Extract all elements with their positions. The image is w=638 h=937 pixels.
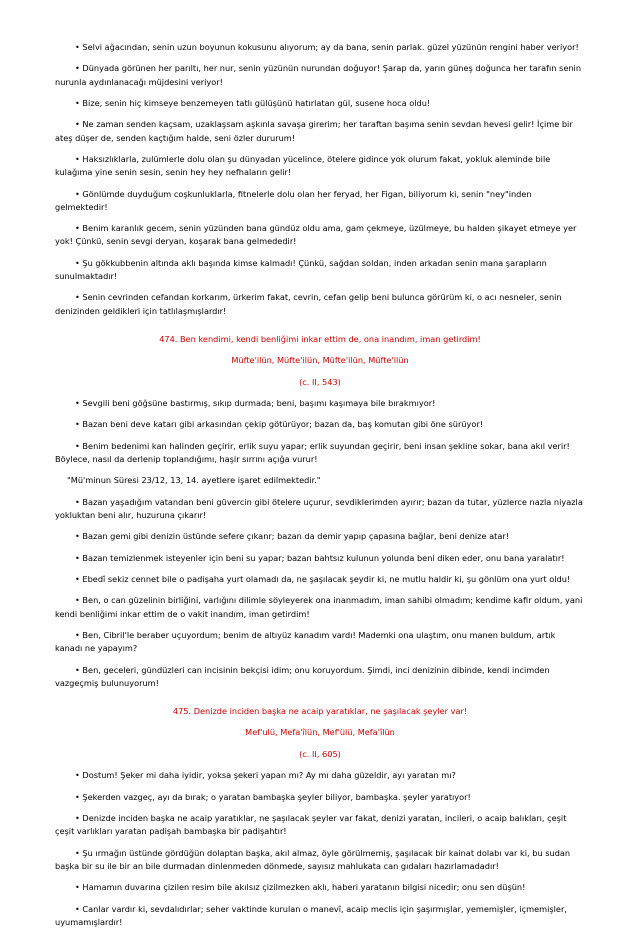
footnote-paragraph: "Mü'minun Süresi 23/12, 13, 14. ayetlere işaret edilmektedir." [67, 475, 321, 486]
verse-paragraph: • Denizde inciden başka ne acaip yaratıklar, ne şaşılacak şeyler var fakat, denizi yaratan, incileri, o acaip balıkları, çeşit çeşit varlıkları yaratan padişah bambaşka bir padişahtır! [55, 813, 567, 837]
verse-paragraph: • Benim bedenimi kan halinden geçirir, erlik suyu yapar; erlik suyundan geçirir, beni insan şekline sokar, bana akıl verir! Böylece, nasıl da derlenip toplandığımı, haşir sırrını açığa vurur! [55, 440, 570, 464]
poem-reference: (c. II, 605) [299, 748, 341, 759]
verse-paragraph: • Haksızlıklarla, zulümlerle dolu olan şu dünyadan yücelince, ötelere gidince yok olurum fakat, yokluk aleminde bile kulağıma yine senin sesin, senin hey hey nefhaların gelir! [55, 153, 551, 178]
verse-paragraph: • Dostum! Şeker mi daha iyidir, yoksa şekeri yapan mı? Ay mı daha güzeldir, ayı yaratan mı? [75, 770, 456, 781]
verse-paragraph: • Ben, Cibril'le beraber uçuyordum; benim de altıyüz kanadım vardı! Mademki ona ulaştım, onu manen buldum, artık kanadı ne yapayım? [55, 630, 556, 654]
poem-title: 474. Ben kendimi, kendi benliğimi inkar ettim de, ona inandım, iman getirdim! [159, 333, 481, 344]
verse-paragraph: • Hamamın duvarına çizilen resim bile akılsız çizilmezken aklı, haberi yaratanın bilgisi nicedir; onu sen düşün! [75, 882, 526, 893]
verse-paragraph: • Ben, geceleri, gündüzleri can incisinin bekçisi idim; onu koruyordum. Şimdi, inci denizinin dibinde, kendi incimden vazgeçmiş bulunuyorum! [55, 664, 550, 688]
verse-paragraph: • Şu gökkubbenin altında aklı başında kimse kalmadı! Çünkü, sağdan soldan, inden arkadan senin mana şarapların sunulmaktadır! [55, 257, 547, 281]
verse-paragraph: • Ne zaman senden kaçsam, uzaklaşsam aşkınla savaşa girerim; her taraftan başıma senin sevdan hevesi gelir! İçime bir ateş düşer de, senden kaçtığım halde, seni özler dururum! [55, 119, 573, 143]
verse-paragraph: • Şekerden vazgeç, ayı da bırak; o yaratan bambaşka şeyler biliyor, bambaşka. şeyler yaratıyor! [75, 791, 471, 802]
verse-paragraph: • Bazan yaşadığım vatandan beni güvercin gibi ötelere uçurur, sevdiklerimden ayırır; bazan da tutar, yüzlerce nazla niyazla yokluktan beni alır, huzuruna çıkarır! [55, 496, 583, 520]
verse-paragraph: • Senin cevrinden cefandan korkarım, ürkerim fakat, cevrin, cefan gelip beni bulunca görürüm ki, o acı nesneler, senin denizinden geldikleri için tatlılaşmışlardır! [55, 292, 562, 316]
verse-paragraph: • Gönlümde duyduğum coşkunluklarla, fitnelerle dolu olan her feryad, her Figan, biliyorum ki, senin "ney"inden gelmektedir! [55, 188, 532, 212]
verse-paragraph: • Ben, o can güzelinin birliğini, varlığını dilimle söyleyerek ona inanmadım, iman sahibi olmadım; kendime kafir oldum, yani kendi benliğimi inkar ettim de o vakit inandım, iman getirdim! [55, 595, 583, 619]
poem-title: 475. Denizde inciden başka ne acaip yaratıklar, ne şaşılacak şeyler var! [172, 706, 468, 717]
verse-paragraph: • Bazan gemi gibi denizin üstünde sefere çıkanr; bazan da demir yapıp çapasına bağlar, beni denize atar! [75, 531, 510, 542]
poem-meter: Mef'ulü, Mefa'îlün, Mef'ülü, Mefa'îlün [245, 727, 395, 738]
poem-reference: (c. II, 543) [299, 376, 341, 387]
section-474 [55, 333, 585, 690]
verse-paragraph: • Benim karanlık gecem, senin yüzünden bana gündüz oldu ama, gam çekmeye, üzülmeye, bu halden şikayet etmeye yer yok! Çünkü, senin sevgi deryan, koşarak bana gelmededir! [55, 223, 577, 247]
poem-meter: Müfte'ilün, Müfte'ilün, Müfte'ilün, Müfte'ilün [231, 355, 409, 366]
verse-paragraph: • Sevgili beni göğsüne bastırmış, sıkıp durmada; beni, başımı kaşımaya bile bırakmıyor! [75, 397, 436, 408]
verse-paragraph: • Bazan beni deve katarı gibi arkasından çekip götürüyor; bazan da, baş komutan gibi öne sürüyor! [75, 419, 484, 430]
document-page [55, 41, 585, 937]
verse-paragraph: • Bize, senin hiç kimseye benzemeyen tatlı gülüşünü hatırlatan gül, susene hoca oldu! [75, 97, 431, 108]
verse-paragraph: • Bazan temizlenmek isteyenler için beni su yapar; bazan bahtsız kulunun yolunda beni diken eder, onu bana yaralatır! [75, 552, 565, 563]
verse-paragraph: • Şu ırmağın üstünde gördüğün dolaptan başka, akıl almaz, öyle görülmemiş, şaşılacak bir kainat dolabı var ki, bu sudan başka bir su ile bir an bile durmadan dinlenmeden dönmede, sayısız mahlukata can gıdaları hazırlamadadır! [55, 847, 571, 871]
section-a [55, 41, 585, 318]
verse-paragraph: • Canlar vardır ki, sevdalıdırlar; seher vaktinde kurulan o manevî, acaip meclis için şaşırmışlar, yememişler, içmemişler, uyumamışlardır! [55, 903, 567, 927]
verse-paragraph: • Dünyada görünen her parıltı, her nur, senin yüzünün nurundan doğuyor! Şarap da, yarın güneş doğunca her tarafın senin nurunla aydınlanacağı müjdesini veriyor! [55, 63, 582, 87]
verse-paragraph: • Ebedî sekiz cennet bile o padişaha yurt olamadı da, ne şaşılacak şeydir ki, ne mutlu haldir ki, şu gönlüm ona yurt oldu! [75, 574, 571, 585]
section-475 [55, 705, 585, 929]
verse-paragraph: • Selvi ağacından, senin uzun boyunun kokusunu alıyorum; ay da bana, senin parlak. güzel yüzünün rengini haber veriyor! [75, 42, 579, 52]
